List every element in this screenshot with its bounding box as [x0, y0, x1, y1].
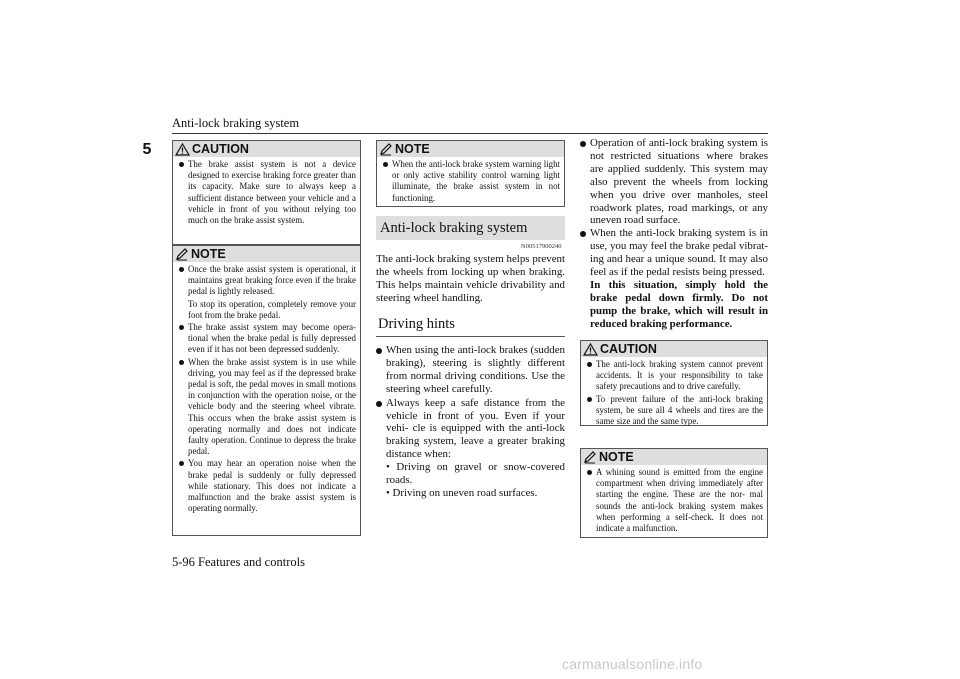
driving-hints-heading: Driving hints — [376, 316, 565, 337]
section-intro: The anti-lock braking system helps prevent the wheels from locking up when braking. This helps maintain vehicle drivability and steering wheel handling. — [376, 253, 565, 304]
hint-subitem: • Driving on gravel or snow-covered roads. — [386, 461, 565, 487]
note-item: When the brake assist system is in use while driving, you may feel as if the depressed brake pedal is soft, the pedal moves in small motions in conjunction with the operation noise, or the vehicle body and the steering wheel vibrate. This occurs when the brake assist system is operating normally and does not indicate faulty operation. Continue to depress the brake pedal. — [179, 357, 356, 458]
header-rule — [172, 133, 768, 134]
middle-note-box — [376, 140, 565, 207]
warning-triangle-icon — [175, 143, 190, 156]
note-item: A whining sound is emitted from the engine compartment when driving immediately after starting the engine. These are the nor- mal sounds the anti-lock braking system makes when performing a self-check. It does not indicate a malfunction. — [587, 467, 763, 534]
note-item-continuation: To stop its operation, completely remove your foot from the brake pedal. — [188, 298, 356, 320]
note-pencil-icon — [379, 143, 393, 156]
chapter-number: 5 — [138, 138, 156, 162]
caution-item: To prevent failure of the anti-lock braking system, be sure all 4 wheels and tires are the same size and the same type. — [587, 394, 763, 428]
page-header-title: Anti-lock braking system — [172, 116, 300, 130]
right-note-box — [580, 448, 768, 538]
note-label: NOTE — [395, 142, 430, 156]
caution-label: CAUTION — [192, 142, 249, 156]
left-caution-box — [172, 140, 361, 245]
section-code: N00517900240 — [521, 243, 562, 250]
warning-triangle-icon — [583, 343, 598, 356]
note-item: Once the brake assist system is operational, it maintains great braking force even if the brake pedal is lightly released. — [179, 264, 356, 298]
note-item: When the anti-lock brake system warning light or only active stability control warning light illuminate, the brake assist system in not functioning. — [383, 159, 560, 204]
hint-subitem: • Driving on uneven road surfaces. — [386, 486, 538, 499]
note-label: NOTE — [191, 247, 226, 261]
caution-header — [581, 341, 767, 357]
note-pencil-icon — [583, 451, 597, 464]
watermark: carmanualsonline.info — [562, 656, 703, 672]
hint-emphasis: In this situation, simply hold the brake pedal down firmly. Do not pump the brake, which will result in reduced braking performance. — [590, 278, 768, 330]
note-item: You may hear an operation noise when the brake pedal is suddenly or fully depressed while stationary. This does not indicate a malfunction and the brake assist system is operating normally. — [179, 458, 356, 514]
hint-item: Always keep a safe distance from the vehicle in front of you. Even if your vehi- cle is equipped with the anti-lock braking system, leave a greater braking distance when: — [376, 397, 565, 462]
note-header — [377, 141, 564, 157]
footer-page-number: 5-96 Features and controls — [172, 555, 305, 569]
note-pencil-icon — [175, 248, 189, 261]
right-caution-box — [580, 340, 768, 426]
caution-item: The brake assist system is not a device designed to exercise braking force greater than its capacity. Make sure to always keep a sufficient distance between your vehicle and a vehicle in front of you without relying too much on the brake assist system. — [179, 159, 356, 226]
hint-item: When using the anti-lock brakes (sudden braking), steering is slightly different from normal driving conditions. Use the steering wheel carefully. — [376, 344, 565, 396]
note-header — [581, 449, 767, 465]
hint-item: When the anti-lock braking system is in use, you may feel the brake pedal vibrat- ing and hear a unique sound. It may also feel as if the pedal resists being pressed. — [580, 227, 768, 279]
note-item: The brake assist system may become opera- tional when the brake pedal is fully depressed even if it has not been depressed suddenly. — [179, 322, 356, 356]
hint-item: Operation of anti-lock braking system is not restricted situations where brakes are applied suddenly. This system may also prevent the wheels from locking when you drive over manholes, steel roadwork plates, road markings, or any uneven road surface. — [580, 137, 768, 227]
section-title: Anti-lock braking system — [376, 216, 565, 240]
caution-item: The anti-lock braking system cannot prevent accidents. It is your responsibility to take safety precautions and to drive carefully. — [587, 359, 763, 393]
driving-hints-list — [376, 344, 565, 500]
note-header — [173, 246, 360, 262]
caution-header — [173, 141, 360, 157]
left-note-box — [172, 245, 361, 536]
right-hints-list — [580, 137, 768, 331]
note-label: NOTE — [599, 450, 634, 464]
caution-label: CAUTION — [600, 342, 657, 356]
